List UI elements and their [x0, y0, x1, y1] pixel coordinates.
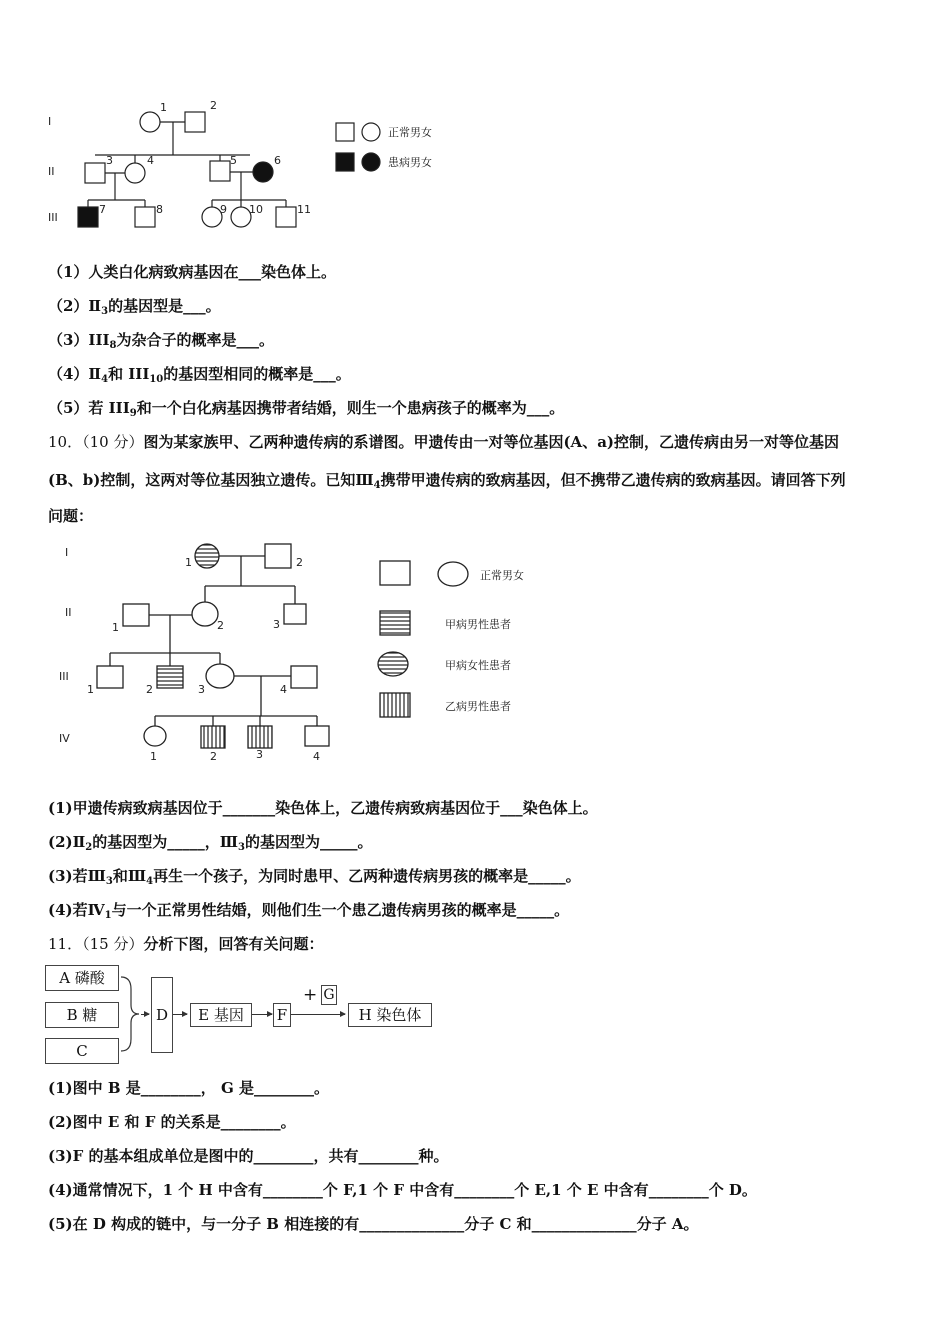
- q9-5: （5）若 $III_9$和一个白化病基因携带者结婚，则生一个患病孩子的概率为___。: [48, 399, 565, 419]
- q10-2: $(2)Ⅱ_2$的基因型为_____，$Ⅲ_3$的基因型为_____。: [48, 833, 373, 853]
- female-normal: [202, 207, 222, 227]
- ind-num: 6: [274, 154, 281, 167]
- male-normal: [123, 604, 149, 626]
- male-normal: [135, 207, 155, 227]
- plus-sign: +: [303, 985, 318, 1005]
- legend-female-normal: [438, 562, 468, 586]
- male-disease-a: [157, 666, 183, 688]
- q9-1: （1）人类白化病致病基因在___染色体上。: [48, 263, 336, 281]
- female-disease-a: [195, 544, 219, 568]
- q10-stem-1: 10．（10 分）图为某家族甲、乙两种遗传病的系谱图。甲遗传由一对等位基因(A、a)控制，乙遗传病由另一对等位基因: [48, 433, 840, 451]
- box-g: G: [321, 985, 337, 1005]
- q10-4: (4)若$Ⅳ_1$与一个正常男性结婚，则他们生一个患乙遗传病男孩的概率是_____。: [48, 901, 570, 921]
- q11-2: (2)图中 E 和 F 的关系是________。: [48, 1113, 296, 1131]
- box-a: A 磷酸: [45, 965, 119, 991]
- box-b: B 糖: [45, 1002, 119, 1028]
- male-affected: [78, 207, 98, 227]
- female-normal: [125, 163, 145, 183]
- legend-label: 乙病男性患者: [445, 700, 511, 713]
- legend-label: 正常男女: [388, 126, 432, 139]
- ind-num: 8: [156, 203, 163, 216]
- legend-male-a: [380, 611, 410, 635]
- concept-diagram: [45, 965, 445, 1065]
- female-affected: [253, 162, 273, 182]
- ind-num: 4: [280, 683, 287, 696]
- male-normal: [210, 161, 230, 181]
- gen-label: I: [65, 546, 69, 559]
- q11-5: (5)在 D 构成的链中，与一分子 B 相连接的有______________分子 C 和______________分子 A。: [48, 1215, 699, 1233]
- male-normal: [97, 666, 123, 688]
- legend-male-normal: [380, 561, 410, 585]
- legend-female-a: [378, 652, 408, 676]
- gen-label: III: [59, 670, 69, 683]
- ind-num: 3: [198, 683, 205, 696]
- female-normal: [144, 726, 166, 746]
- q11-stem: 11．（15 分）分析下图，回答有关问题：: [48, 935, 324, 953]
- legend-label: 正常男女: [480, 569, 524, 582]
- legend-male-normal: [336, 123, 354, 141]
- q10-stem-2: (B、b)控制，这两对等位基因独立遗传。已知$Ⅲ_4$携带甲遗传病的致病基因，但不携带乙遗传病的致病基因。请回答下列: [48, 471, 846, 491]
- ind-num: 1: [160, 101, 167, 114]
- arrow: [141, 1014, 149, 1015]
- ind-num: 1: [185, 556, 192, 569]
- female-normal: [206, 664, 234, 688]
- arrow: [252, 1014, 272, 1015]
- gen-label: II: [48, 165, 55, 178]
- box-e: E 基因: [190, 1003, 252, 1027]
- male-normal: [276, 207, 296, 227]
- ind-num: 2: [146, 683, 153, 696]
- legend-label: 甲病男性患者: [445, 618, 511, 631]
- ind-num: 4: [147, 154, 154, 167]
- ind-num: 7: [99, 203, 106, 216]
- box-h: H 染色体: [348, 1003, 432, 1027]
- ind-num: 5: [230, 154, 237, 167]
- ind-num: 2: [296, 556, 303, 569]
- q11-4: (4)通常情况下，1 个 H 中含有________个 F,1 个 F 中含有________个 E,1 个 E 中含有________个 D。: [48, 1181, 757, 1199]
- q9-2: $(2)Ⅱ_3$的基因型是___。: [48, 297, 221, 317]
- male-normal: [284, 604, 306, 624]
- q9-3: $(3)III_8$为杂合子的概率是___。: [48, 331, 274, 351]
- ind-num: 2: [217, 619, 224, 632]
- ind-num: 3: [256, 748, 263, 761]
- male-normal: [265, 544, 291, 568]
- arrow: [173, 1014, 187, 1015]
- ind-num: 10: [249, 203, 263, 216]
- female-normal: [192, 602, 218, 626]
- gen-label: III: [48, 211, 58, 224]
- legend-female-affected: [362, 153, 380, 171]
- male-disease-b: [201, 726, 225, 748]
- legend-male-affected: [336, 153, 354, 171]
- male-disease-b: [248, 726, 272, 748]
- ind-num: 4: [313, 750, 320, 763]
- pedigree-2: [55, 536, 555, 766]
- ind-num: 11: [297, 203, 311, 216]
- ind-num: 1: [112, 621, 119, 634]
- female-normal: [231, 207, 251, 227]
- pedigree-1: [40, 95, 480, 235]
- legend-label: 甲病女性患者: [445, 659, 511, 672]
- male-normal: [291, 666, 317, 688]
- arrow: [291, 1014, 345, 1015]
- legend-label: 患病男女: [388, 156, 432, 169]
- box-f: F: [273, 1003, 291, 1027]
- ind-num: 1: [150, 750, 157, 763]
- gen-label: I: [48, 115, 52, 128]
- ind-num: 3: [106, 154, 113, 167]
- male-normal: [85, 163, 105, 183]
- box-d: D: [151, 977, 173, 1053]
- box-c: C: [45, 1038, 119, 1064]
- ind-num: 9: [220, 203, 227, 216]
- q10-stem-3: 问题：: [48, 507, 94, 525]
- q10-1: (1)甲遗传病致病基因位于_______染色体上，乙遗传病致病基因位于___染色体上。: [48, 799, 598, 817]
- legend-female-normal: [362, 123, 380, 141]
- ind-num: 3: [273, 618, 280, 631]
- q11-3: (3)F 的基本组成单位是图中的________，共有________种。: [48, 1147, 449, 1165]
- gen-label: IV: [59, 732, 70, 745]
- ind-num: 2: [210, 99, 217, 112]
- ind-num: 2: [210, 750, 217, 763]
- q9-4: $(4)Ⅱ_4$和 $III_{10}$的基因型相同的概率是___。: [48, 365, 351, 385]
- q11-1: (1)图中 B 是________， G 是________。: [48, 1079, 330, 1097]
- male-normal: [305, 726, 329, 746]
- ind-num: 1: [87, 683, 94, 696]
- gen-label: II: [65, 606, 72, 619]
- legend-male-b: [380, 693, 410, 717]
- q10-3: (3)若$Ⅲ_3$和$Ⅲ_4$再生一个孩子，为同时患甲、乙两种遗传病男孩的概率是_____。: [48, 867, 581, 887]
- male-normal: [185, 112, 205, 132]
- female-normal: [140, 112, 160, 132]
